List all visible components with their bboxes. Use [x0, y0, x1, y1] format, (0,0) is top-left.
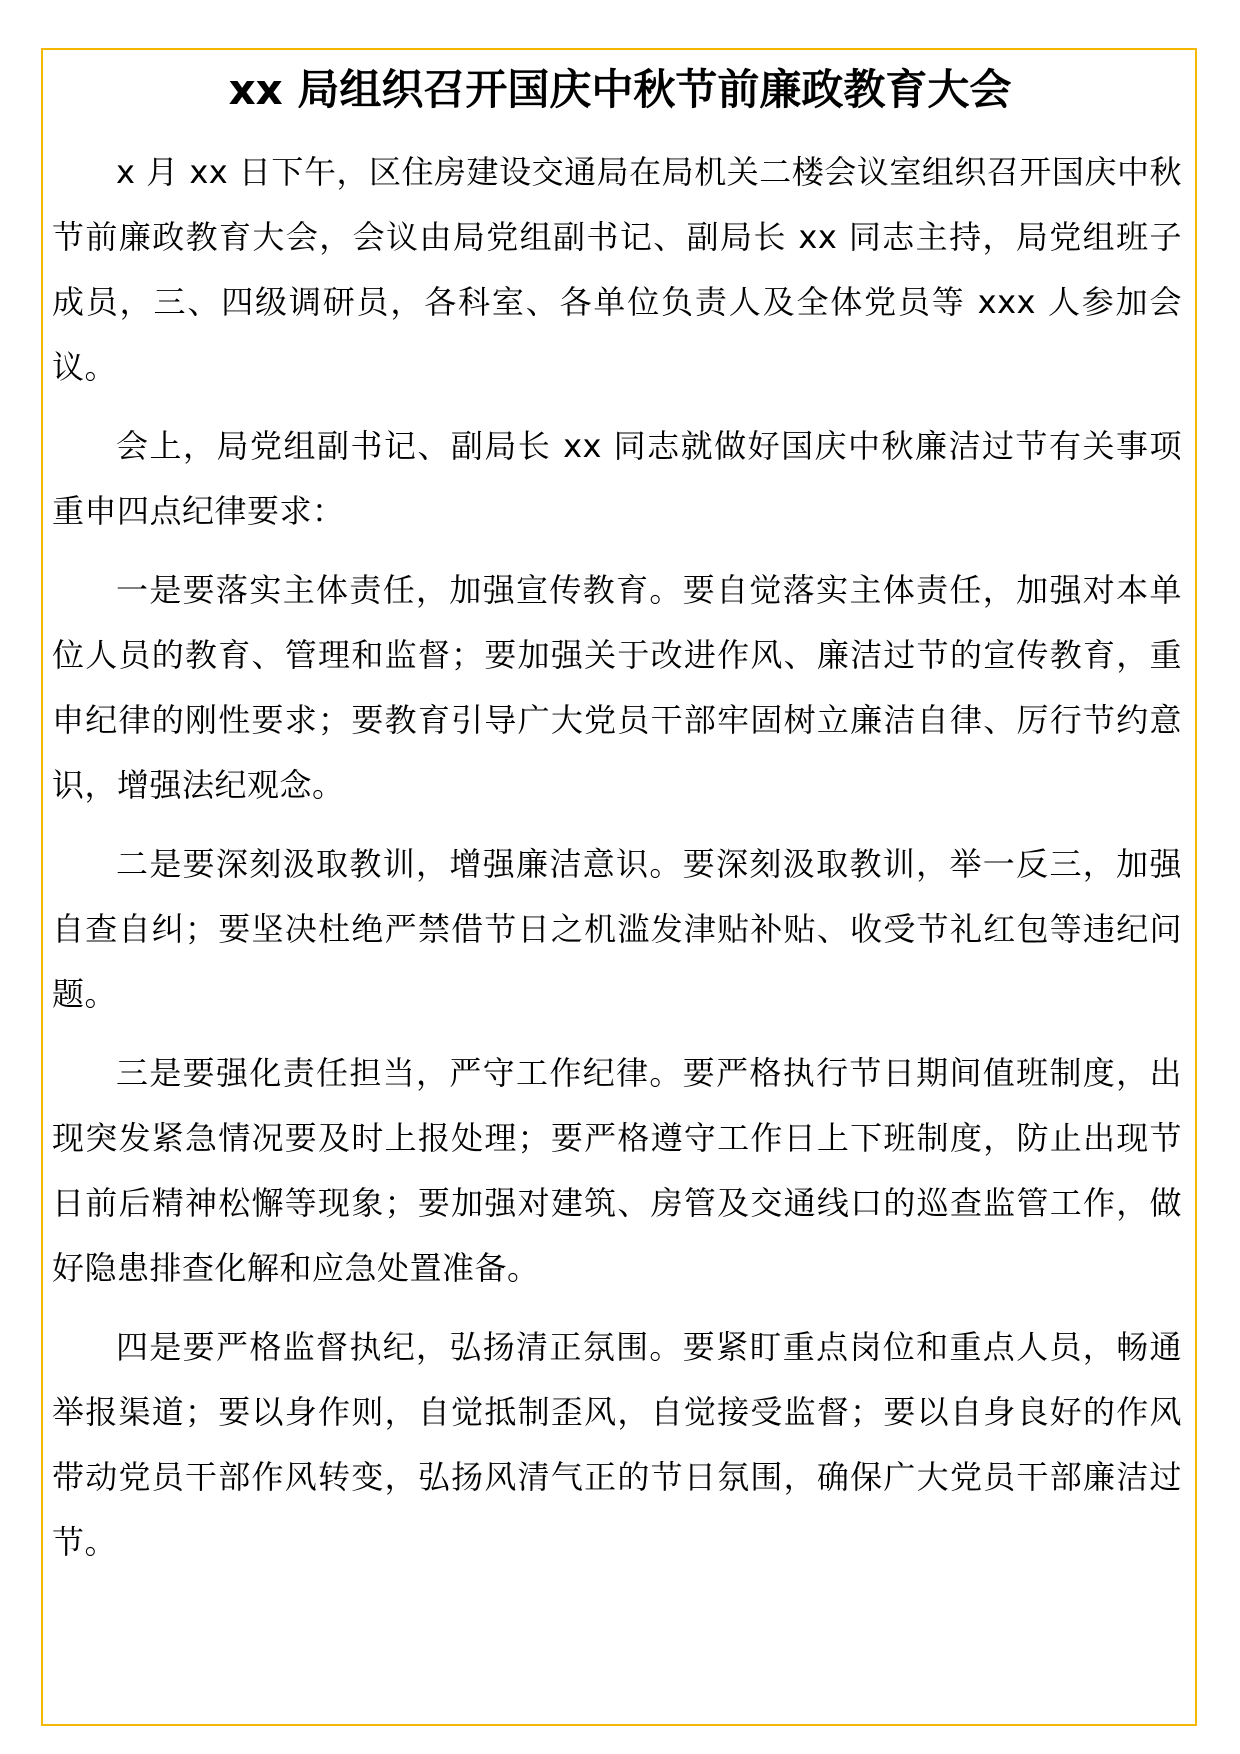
paragraph-requirement-2: 二是要深刻汲取教训，增强廉洁意识。要深刻汲取教训，举一反三，加强自查自纠；要坚决杜绝严禁借节日之机滥发津贴补贴、收受节礼红包等违纪问题。 [52, 845, 1182, 1013]
paragraph-requirement-1: 一是要落实主体责任，加强宣传教育。要自觉落实主体责任，加强对本单位人员的教育、管理和监督；要加强关于改进作风、廉洁过节的宣传教育，重申纪律的刚性要求；要教育引导广大党员干部牢固树立廉洁自律、厉行节约意识，增强法纪观念。 [52, 571, 1182, 804]
document-body [52, 140, 1182, 1589]
paragraph-meeting-intro: x 月 xx 日下午，区住房建设交通局在局机关二楼会议室组织召开国庆中秋节前廉政教育大会，会议由局党组副书记、副局长 xx 同志主持，局党组班子成员，三、四级调研员，各科室、各单位负责人及全体党员等 xxx 人参加会议。 [52, 153, 1182, 386]
document-title: xx 局组织召开国庆中秋节前廉政教育大会 [228, 65, 1012, 114]
paragraph-requirement-3: 三是要强化责任担当，严守工作纪律。要严格执行节日期间值班制度，出现突发紧急情况要及时上报处理；要严格遵守工作日上下班制度，防止出现节日前后精神松懈等现象；要加强对建筑、房管及交通线口的巡查监管工作，做好隐患排查化解和应急处置准备。 [52, 1054, 1182, 1287]
paragraph-requirements-intro: 会上，局党组副书记、副局长 xx 同志就做好国庆中秋廉洁过节有关事项重申四点纪律要求： [52, 427, 1182, 530]
paragraph-requirement-4: 四是要严格监督执纪，弘扬清正氛围。要紧盯重点岗位和重点人员，畅通举报渠道；要以身作则，自觉抵制歪风，自觉接受监督；要以自身良好的作风带动党员干部作风转变，弘扬风清气正的节日氛围，确保广大党员干部廉洁过节。 [52, 1328, 1182, 1561]
